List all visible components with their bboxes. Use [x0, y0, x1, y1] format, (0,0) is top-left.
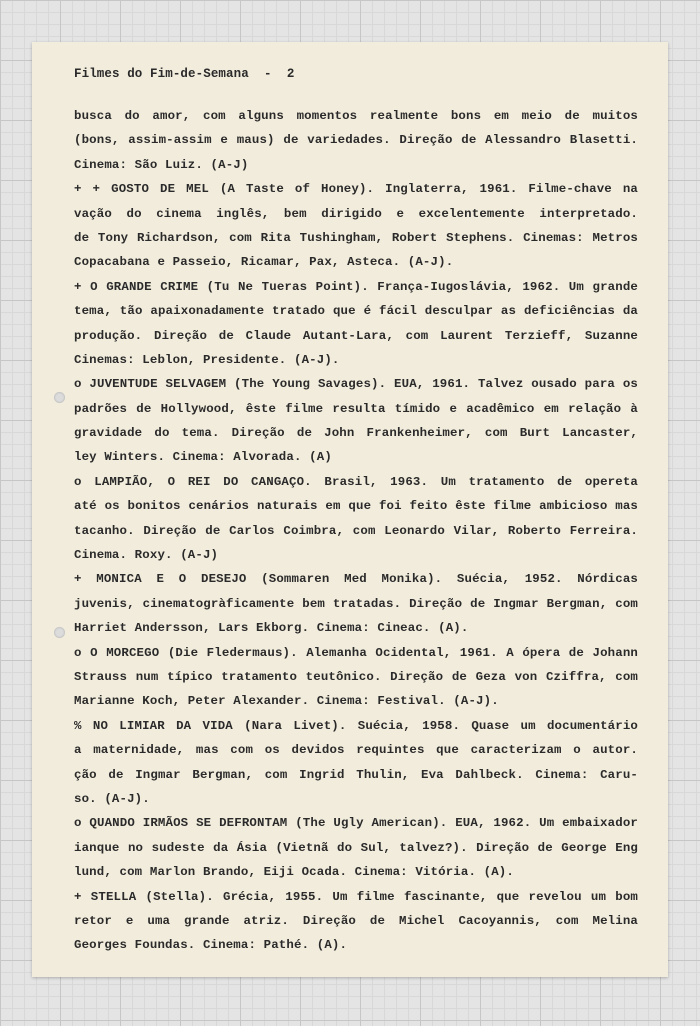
text-line: ção de Ingmar Bergman, com Ingrid Thulin, Eva Dahlbeck. Cinema: Caru- — [74, 767, 638, 782]
text-line: o JUVENTUDE SELVAGEM (The Young Savages). EUA, 1961. Talvez ousado para os — [74, 377, 638, 392]
text-line: + STELLA (Stella). Grécia, 1955. Um filme fascinante, que revelou um bom — [74, 889, 638, 904]
page-header: Filmes do Fim-de-Semana - 2 — [74, 67, 295, 81]
text-line: Marianne Koch, Peter Alexander. Cinema: Festival. (A-J). — [74, 694, 499, 709]
text-line: padrões de Hollywood, êste filme resulta tímido e acadêmico em relação à — [74, 401, 638, 416]
text-line: Strauss num típico tratamento teutônico. Direção de Geza von Cziffra, com — [74, 669, 638, 684]
text-line: Cinemas: Leblon, Presidente. (A-J). — [74, 352, 340, 367]
text-line: o QUANDO IRMÃOS SE DEFRONTAM (The Ugly American). EUA, 1962. Um embaixador — [74, 816, 638, 831]
text-line: juvenis, cinematogràficamente bem tratadas. Direção de Ingmar Bergman, com — [74, 596, 638, 611]
text-line: Harriet Andersson, Lars Ekborg. Cinema: Cineac. (A). — [74, 621, 469, 636]
text-line: tacanho. Direção de Carlos Coimbra, com Leonardo Vilar, Roberto Ferreira. — [74, 523, 638, 538]
text-line: produção. Direção de Claude Autant-Lara, com Laurent Terzieff, Suzanne — [74, 328, 638, 343]
text-line: % NO LIMIAR DA VIDA (Nara Livet). Suécia, 1958. Quase um documentário — [74, 718, 638, 733]
text-line: vação do cinema inglês, bem dirigido e excelentemente interpretado. — [74, 206, 638, 221]
text-line: Georges Foundas. Cinema: Pathé. (A). — [74, 938, 348, 953]
text-line: so. (A-J). — [74, 791, 150, 806]
text-line: Cinema: São Luiz. (A-J) — [74, 157, 249, 172]
typewritten-page — [32, 42, 668, 977]
text-line: gravidade do tema. Direção de John Frankenheimer, com Burt Lancaster, — [74, 426, 638, 441]
text-line: Cinema. Roxy. (A-J) — [74, 548, 219, 563]
text-line: tema, tão apaixonadamente tratado que é fácil desculpar as deficiências da — [74, 304, 638, 319]
text-line: ley Winters. Cinema: Alvorada. (A) — [74, 450, 332, 465]
text-line: ianque no sudeste da Ásia (Vietnã do Sul, talvez?). Direção de George Eng — [74, 840, 638, 855]
text-line: + MONICA E O DESEJO (Sommaren Med Monika). Suécia, 1952. Nórdicas — [74, 572, 638, 587]
text-line: (bons, assim-assim e maus) de variedades. Direção de Alessandro Blasetti. — [74, 133, 638, 148]
punch-hole — [54, 627, 65, 638]
text-line: + + GOSTO DE MEL (A Taste of Honey). Inglaterra, 1961. Filme-chave na — [74, 182, 638, 197]
text-line: o LAMPIÃO, O REI DO CANGAÇO. Brasil, 1963. Um tratamento de opereta — [74, 474, 638, 489]
text-line: lund, com Marlon Brando, Eiji Ocada. Cinema: Vitória. (A). — [74, 865, 514, 880]
punch-hole — [54, 392, 65, 403]
body-text — [74, 104, 638, 958]
text-line: até os bonitos cenários naturais em que foi feito êste filme ambicioso mas — [74, 499, 638, 514]
text-line: Copacabana e Passeio, Ricamar, Pax, Asteca. (A-J). — [74, 255, 454, 270]
text-line: + O GRANDE CRIME (Tu Ne Tueras Point). França-Iugoslávia, 1962. Um grande — [74, 279, 638, 294]
text-line: o O MORCEGO (Die Fledermaus). Alemanha Ocidental, 1961. A ópera de Johann — [74, 645, 638, 660]
text-line: de Tony Richardson, com Rita Tushingham, Robert Stephens. Cinemas: Metros — [74, 230, 638, 245]
text-line: a maternidade, mas com os devidos requintes que caracterizam o autor. — [74, 743, 638, 758]
text-line: busca do amor, com alguns momentos realmente bons em meio de muitos — [74, 109, 638, 123]
text-line: retor e uma grande atriz. Direção de Michel Cacoyannis, com Melina — [74, 913, 638, 928]
